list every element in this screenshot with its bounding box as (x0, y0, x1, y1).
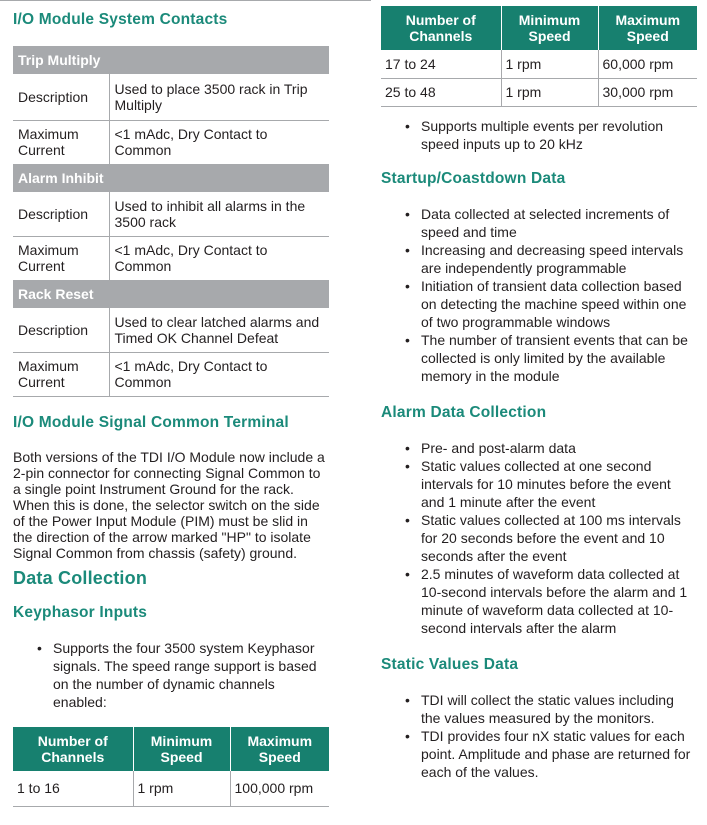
table-header-row (381, 6, 697, 50)
row-value: <1 mAdc, Dry Contact to Common (109, 120, 329, 164)
cell-channels: 1 to 16 (13, 771, 133, 807)
speed-range-table-part-2 (381, 6, 697, 107)
signal-common-paragraph: Both versions of the TDI I/O Module now include a 2-pin connector for connecting Signal Common to a single point Instrument Ground for the rack. When this is done, the selector switch on the side of the Power Input Module (PIM) must be slid in the direction of the arrow marked "HP" to isolate Signal Common from chassis (safety) ground. (13, 448, 325, 561)
cell-max-speed: 60,000 rpm (598, 50, 697, 78)
list-item: • 2.5 minutes of waveform data collected at 10-second intervals before the alarm and 1 minute of waveform data collected at 10-second intervals after the alarm (381, 565, 697, 637)
column-header-min-speed: Minimum Speed (501, 6, 598, 50)
table-row (381, 50, 697, 78)
speed-range-table-part-1 (13, 727, 329, 808)
column-header-min-speed: Minimum Speed (133, 727, 230, 771)
section-heading: Trip Multiply (13, 46, 329, 74)
static-values-title: Static Values Data (381, 655, 519, 673)
row-key: Maximum Current (13, 236, 109, 280)
system-contacts-table (13, 46, 329, 397)
right-column (381, 0, 697, 781)
row-value: Used to clear latched alarms and Timed OK Channel Defeat (109, 308, 329, 352)
cell-channels: 25 to 48 (381, 78, 501, 106)
startup-coastdown-list (381, 205, 697, 385)
section-row-alarm-inhibit (13, 164, 329, 192)
table-row (13, 771, 329, 807)
table-row (13, 74, 329, 120)
section-heading: Alarm Inhibit (13, 164, 329, 192)
row-key: Description (13, 308, 109, 352)
column-header-channels: Number of Channels (13, 727, 133, 771)
left-column (13, 0, 329, 807)
table-row (13, 308, 329, 352)
keyphasor-list (13, 639, 329, 711)
section-row-rack-reset (13, 280, 329, 308)
list-item: • Pre- and post-alarm data (381, 439, 697, 457)
cell-min-speed: 1 rpm (133, 771, 230, 807)
alarm-data-title: Alarm Data Collection (381, 403, 547, 421)
list-item: • Static values collected at one second intervals for 10 minutes before the event and 1 minute after the event (381, 457, 697, 511)
table-row (13, 192, 329, 236)
keyphasor-title: Keyphasor Inputs (13, 603, 148, 621)
list-item: • TDI provides four nX static values for each point. Amplitude and phase are returned for each of the values. (381, 727, 697, 781)
row-key: Maximum Current (13, 352, 109, 396)
section-row-trip-multiply (13, 46, 329, 74)
table-row (13, 236, 329, 280)
cell-max-speed: 100,000 rpm (230, 771, 329, 807)
list-item: • Increasing and decreasing speed intervals are independently programmable (381, 241, 697, 277)
cell-max-speed: 30,000 rpm (598, 78, 697, 106)
row-key: Maximum Current (13, 120, 109, 164)
section-heading: Rack Reset (13, 280, 329, 308)
table-row (13, 352, 329, 396)
data-collection-title: Data Collection (13, 567, 148, 588)
list-item: • Supports the four 3500 system Keyphasor signals. The speed range support is based on the number of dynamic channels enabled: (13, 639, 329, 711)
list-item: • The number of transient events that can be collected is only limited by the available memory in the module (381, 331, 697, 385)
list-item: • Data collected at selected increments of speed and time (381, 205, 697, 241)
static-values-list (381, 691, 697, 781)
table-header-row (13, 727, 329, 771)
row-value: Used to place 3500 rack in Trip Multiply (109, 74, 329, 120)
table-row (13, 120, 329, 164)
cell-min-speed: 1 rpm (501, 50, 598, 78)
table-row (381, 78, 697, 106)
contacts-title: I/O Module System Contacts (13, 11, 228, 28)
column-header-max-speed: Maximum Speed (598, 6, 697, 50)
row-value: Used to inhibit all alarms in the 3500 rack (109, 192, 329, 236)
list-item: • Static values collected at 100 ms intervals for 20 seconds before the event and 10 seconds after the event (381, 511, 697, 565)
row-value: <1 mAdc, Dry Contact to Common (109, 236, 329, 280)
alarm-data-list (381, 439, 697, 637)
startup-coastdown-title: Startup/Coastdown Data (381, 169, 566, 187)
column-header-max-speed: Maximum Speed (230, 727, 329, 771)
list-item: • TDI will collect the static values including the values measured by the monitors. (381, 691, 697, 727)
speed-notes-list (381, 117, 697, 153)
cell-min-speed: 1 rpm (501, 78, 598, 106)
row-value: <1 mAdc, Dry Contact to Common (109, 352, 329, 396)
list-item: • Initiation of transient data collection based on detecting the machine speed within one of two programmable windows (381, 277, 697, 331)
row-key: Description (13, 192, 109, 236)
column-header-channels: Number of Channels (381, 6, 501, 50)
signal-common-title: I/O Module Signal Common Terminal (13, 413, 289, 431)
row-key: Description (13, 74, 109, 120)
list-item: • Supports multiple events per revolution speed inputs up to 20 kHz (381, 117, 697, 153)
cell-channels: 17 to 24 (381, 50, 501, 78)
